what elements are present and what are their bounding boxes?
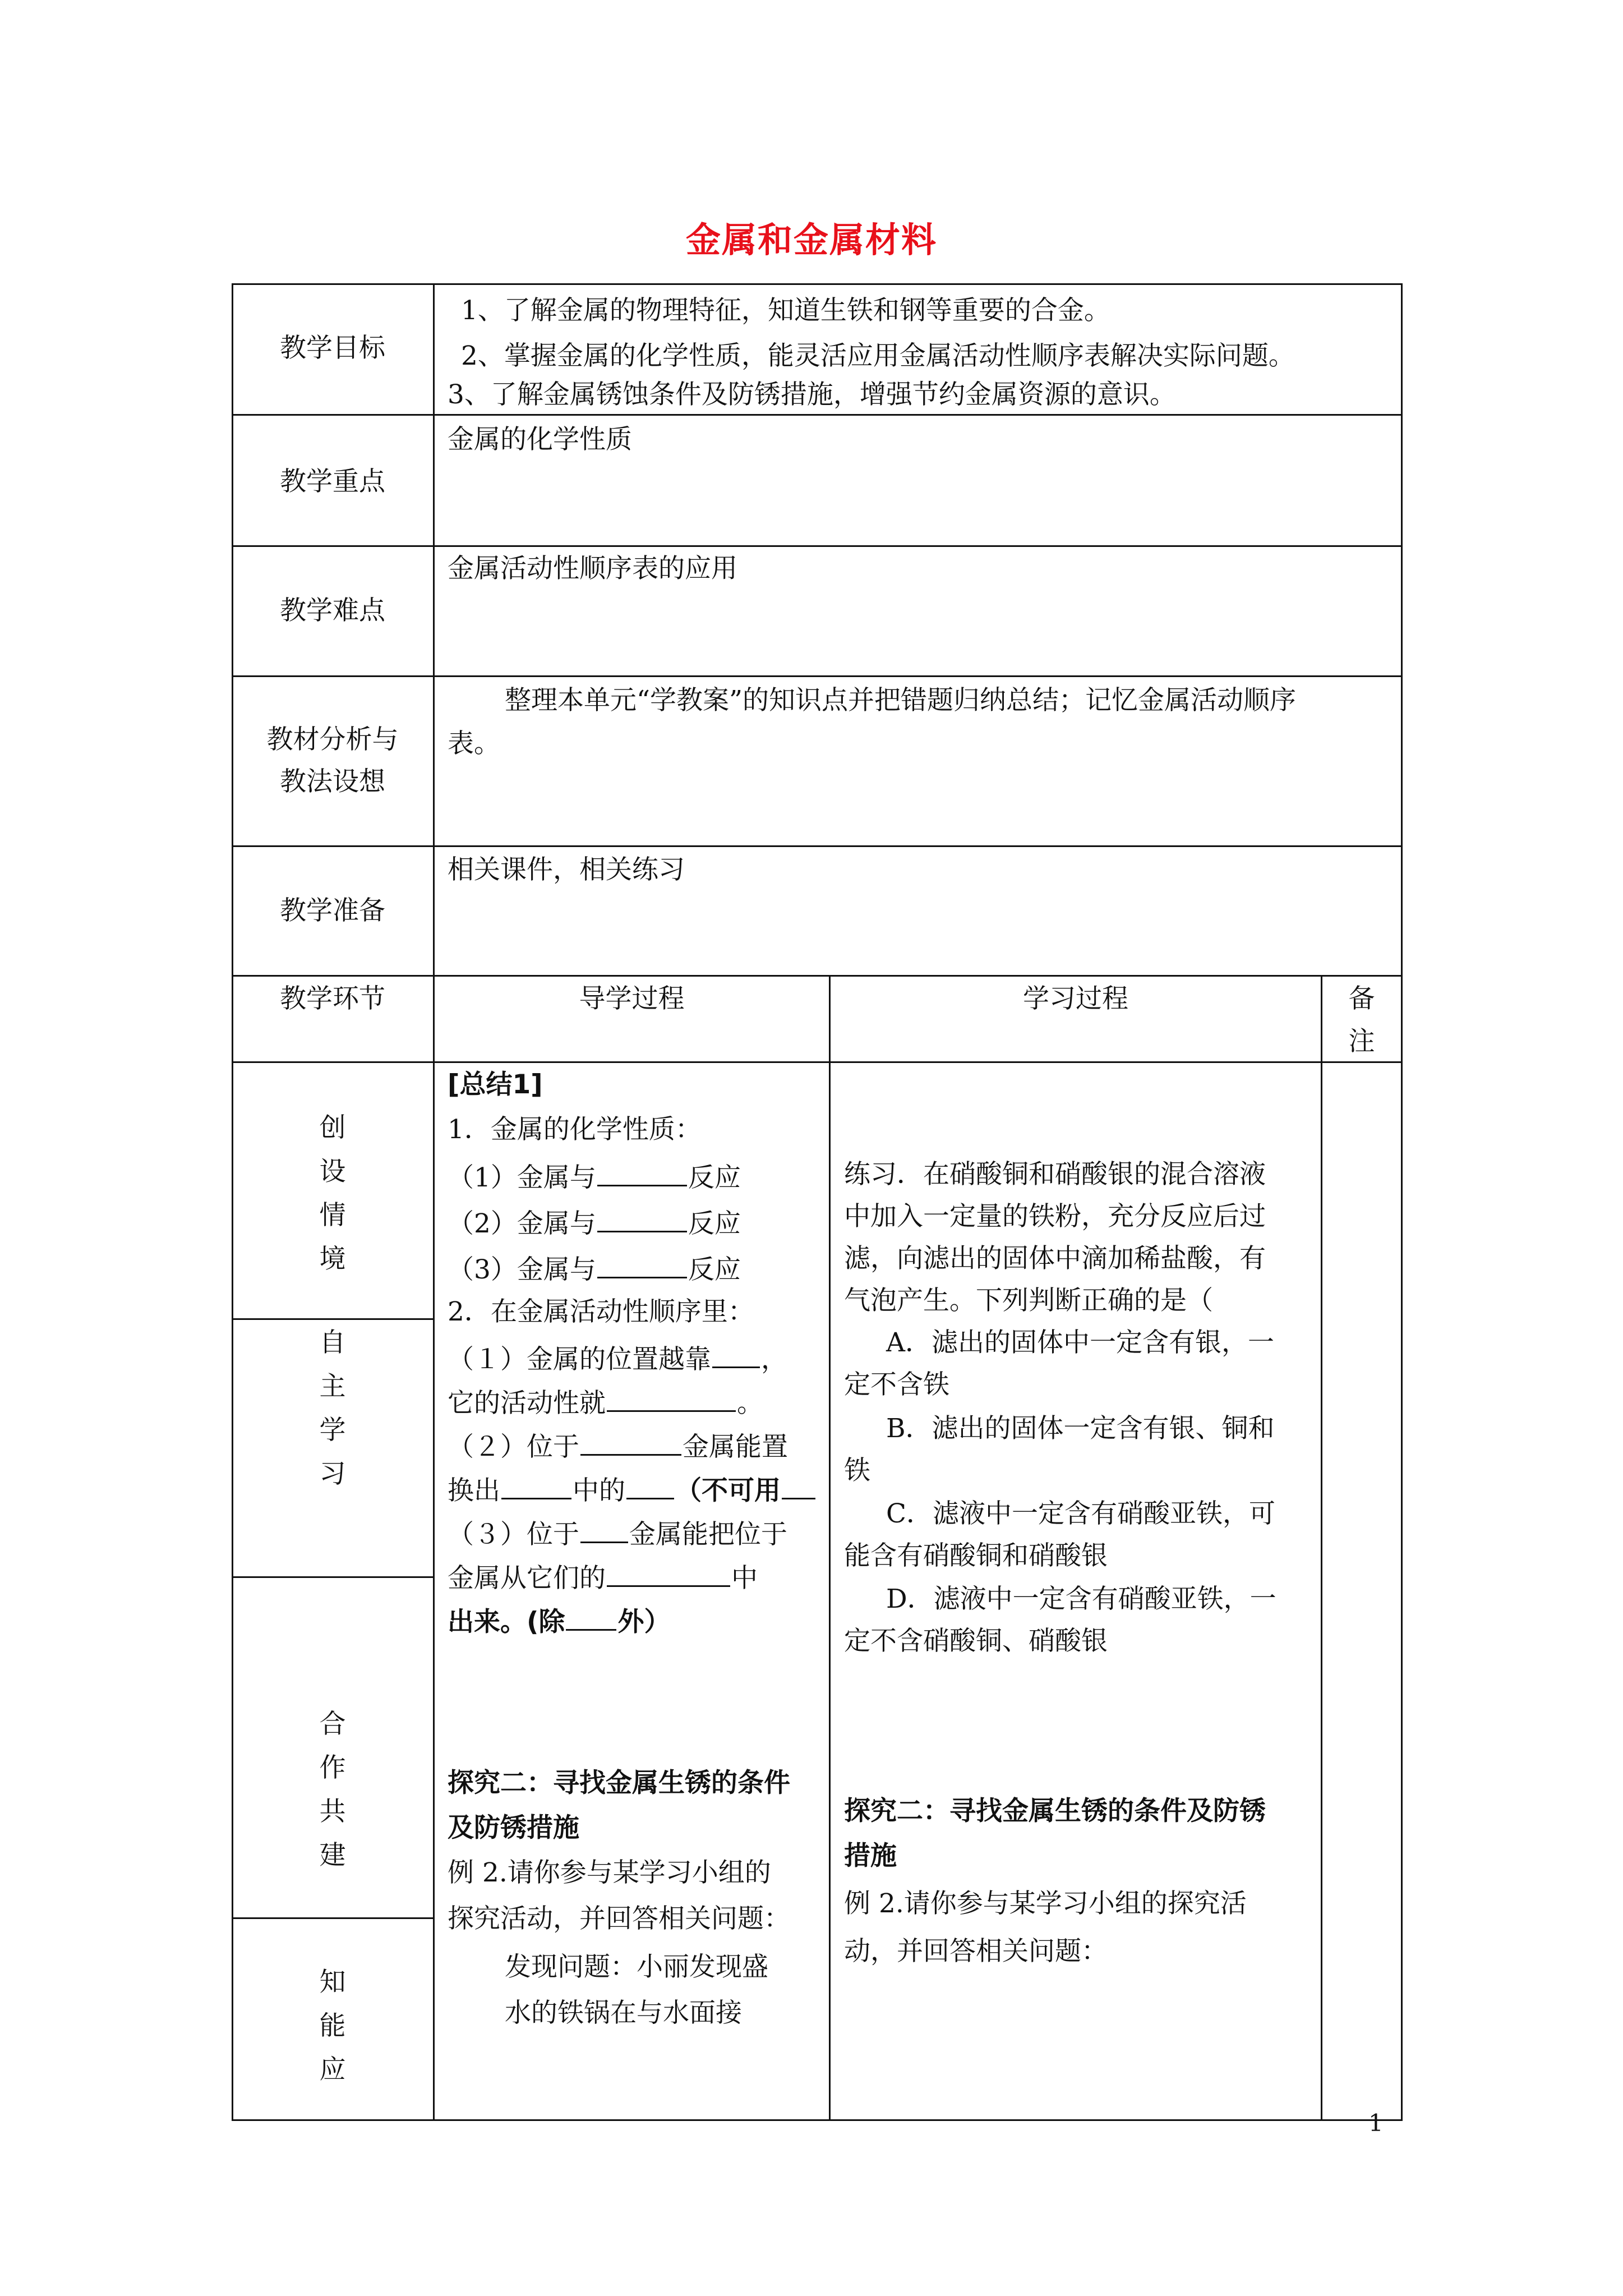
stage-self-study: 自 主 学 习 [319,1327,346,1489]
analysis-text-line2: 表。 [448,728,500,759]
option-c-cont: 能含有硝酸铜和硝酸银 [844,1540,1108,1571]
header-learn: 学习过程 [1023,983,1128,1014]
guide-line: （１）金属的位置越靠 ， [448,1342,787,1376]
guide-line: 1．金属的化学性质： [448,1114,702,1145]
header-stage: 教学环节 [280,983,385,1014]
header-note-line1: 备 [1348,983,1375,1014]
header-note-line2: 注 [1348,1026,1375,1057]
stage-create-situation: 创 设 情 境 [319,1112,346,1274]
guide-line: 发现问题：小丽发现盛 [505,1952,768,1982]
analysis-text-line1: 整理本单元“学教案”的知识点并把错题归纳总结；记忆金属活动顺序 [505,685,1297,716]
header-guide: 导学过程 [579,983,685,1014]
option-d-cont: 定不含硝酸铜、硝酸银 [844,1626,1108,1657]
guide-line: （1）金属与 反应 [448,1160,741,1194]
option-b: B．滤出的固体一定含有银、铜和 [886,1413,1275,1444]
guide-line: （２）位于 金属能置 [448,1429,788,1464]
learn-line: 动，并回答相关问题： [844,1936,1108,1967]
explore-heading: 探究二：寻找金属生锈的条件 [448,1768,790,1798]
goals-label: 教学目标 [280,333,385,364]
guide-line: （3）金属与 反应 [448,1252,741,1286]
difficulty-label: 教学难点 [280,595,385,626]
page-title: 金属和金属材料 [685,219,937,260]
goal-item-2: 2、掌握金属的化学性质，能灵活应用金属活动性顺序表解决实际问题。 [461,341,1295,371]
learn-line: 中加入一定量的铁粉，充分反应后过 [844,1201,1266,1232]
key-point-label: 教学重点 [280,466,385,497]
guide-line: 探究活动，并回答相关问题： [448,1903,790,1934]
analysis-label-line1: 教材分析与 [266,724,399,755]
guide-line: 金属从它们的 中 [448,1561,758,1595]
explore-heading-learn: 探究二：寻找金属生锈的条件及防锈 [844,1796,1266,1826]
learn-line: 练习．在硝酸铜和硝酸银的混合溶液 [844,1159,1266,1190]
key-point-text: 金属的化学性质 [448,424,632,455]
guide-line: 换出 中的 （不可用 [448,1473,817,1507]
difficulty-text: 金属活动性顺序表的应用 [448,553,737,584]
option-b-cont: 铁 [844,1455,870,1486]
explore-heading-cont: 及防锈措施 [448,1812,579,1843]
guide-line: 水的铁锅在与水面接 [505,1998,742,2028]
guide-line: 例 2.请你参与某学习小组的 [448,1857,771,1888]
goal-item-1: 1、了解金属的物理特征，知道生铁和钢等重要的合金。 [461,295,1110,326]
guide-line: （３）位于 金属能把位于 [448,1517,787,1551]
prep-text: 相关课件，相关练习 [448,854,685,885]
guide-line: 出来。(除 外） [448,1604,670,1639]
option-a-cont: 定不含铁 [844,1369,949,1400]
guide-line: 它的活动性就 。 [448,1386,763,1420]
summary-heading: [总结1] [448,1069,543,1100]
learn-line: 气泡产生。下列判断正确的是（ [844,1285,1213,1316]
stage-application: 知 能 应 [319,1967,346,2085]
learn-line: 滤，向滤出的固体中滴加稀盐酸，有 [844,1243,1266,1274]
stage-cooperation: 合 作 共 建 [319,1709,346,1871]
page-number: 1 [1368,2109,1384,2137]
option-a: A．滤出的固体中一定含有银，一 [886,1327,1274,1358]
option-d: D．滤液中一定含有硝酸亚铁，一 [886,1584,1276,1614]
guide-line: （2）金属与 反应 [448,1206,741,1240]
prep-label: 教学准备 [280,895,385,926]
learn-line: 例 2.请你参与某学习小组的探究活 [844,1888,1247,1919]
analysis-label-line2: 教法设想 [280,766,385,797]
option-c: C．滤液中一定含有硝酸亚铁，可 [886,1498,1275,1529]
guide-line: 2．在金属活动性顺序里： [448,1296,754,1327]
explore-heading-learn-cont: 措施 [844,1841,897,1871]
goal-item-3: 3、了解金属锈蚀条件及防锈措施，增强节约金属资源的意识。 [448,379,1176,410]
